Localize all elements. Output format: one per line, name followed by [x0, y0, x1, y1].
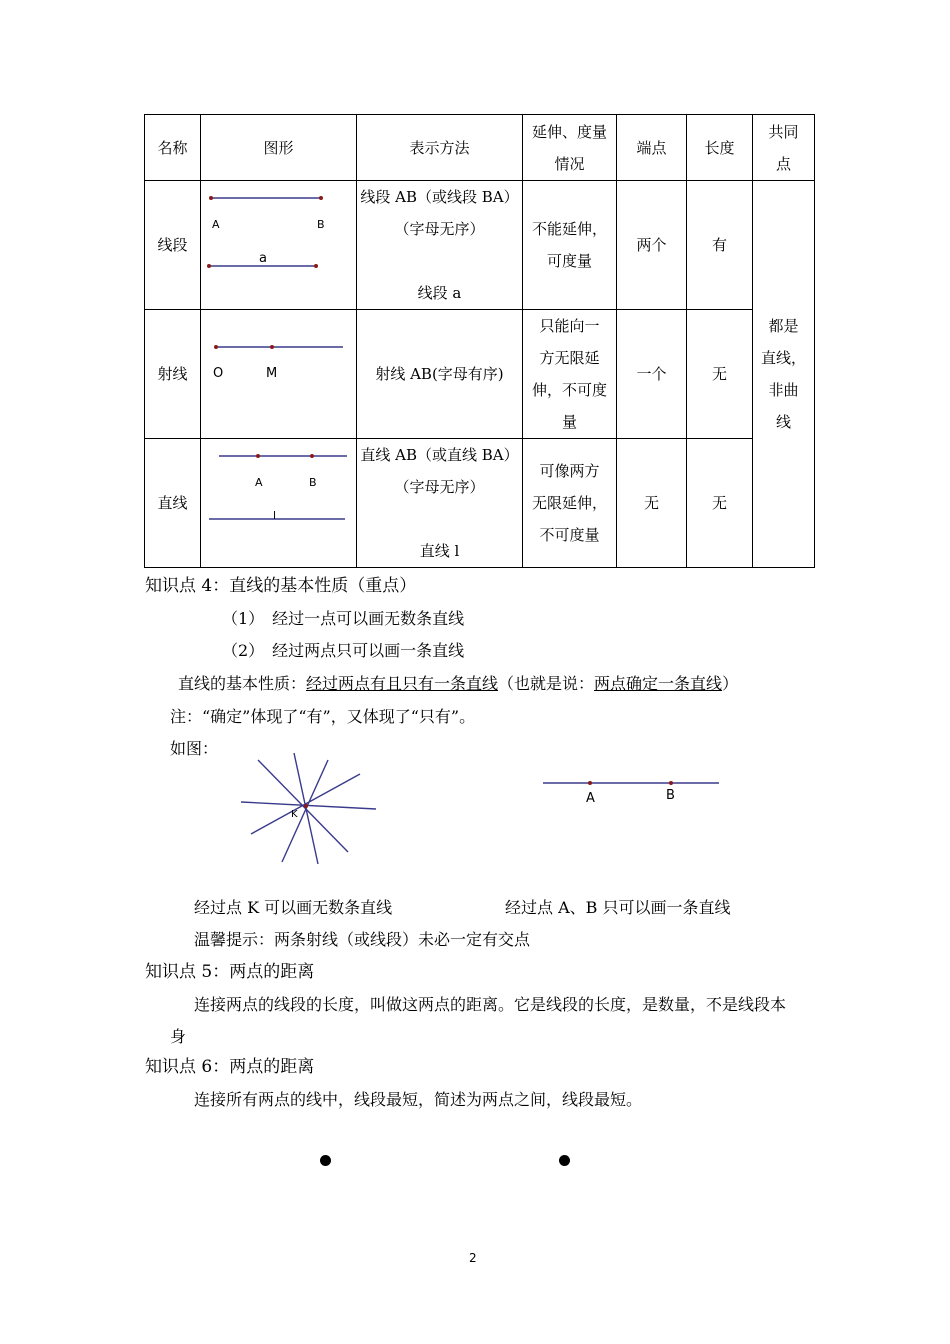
row-endpoints: 一个 — [617, 310, 687, 439]
row-name: 射线 — [145, 310, 201, 439]
label-a: A — [212, 218, 220, 231]
line-point-a-dot — [256, 454, 260, 458]
row-endpoints: 无 — [617, 439, 687, 568]
table-row — [145, 181, 815, 310]
line-through-ab-diagram — [540, 774, 722, 788]
row-length: 无 — [687, 439, 753, 568]
label-point-b: B — [666, 788, 675, 803]
segment-figure — [201, 181, 357, 310]
table-row — [145, 439, 815, 568]
header-endpoints: 端点 — [617, 115, 687, 181]
common-point-cell: 都是 直线， 非曲 线 — [753, 181, 815, 568]
point-b-dot — [669, 781, 673, 785]
label-k: K — [291, 809, 298, 820]
label-segment-a: a — [259, 251, 267, 266]
row-length: 无 — [687, 310, 753, 439]
lines-through-k-diagram — [236, 752, 386, 870]
point-k-dot — [304, 804, 308, 808]
point-m-dot — [270, 345, 274, 349]
point-a-dot — [588, 781, 592, 785]
caption-right: 经过点 A、B 只可以画一条直线 — [505, 898, 731, 917]
kp6-heading: 知识点 6：两点的距离 — [145, 1057, 315, 1077]
row-name: 直线 — [145, 439, 201, 568]
label-line-b: B — [309, 476, 317, 489]
header-figure: 图形 — [201, 115, 357, 181]
ray-figure — [201, 310, 357, 439]
kp4-note: 注：“确定”体现了“有”，又体现了“只有”。 — [170, 707, 476, 726]
point-o-dot — [214, 345, 218, 349]
line-point-b-dot — [310, 454, 314, 458]
header-common: 共同 点 — [753, 115, 815, 181]
label-m: M — [266, 366, 278, 381]
row-extend: 只能向一 方无限延 伸，不可度 量 — [523, 310, 617, 439]
caption-left: 经过点 K 可以画无数条直线 — [194, 898, 393, 917]
point-left-dot — [320, 1155, 331, 1166]
point-a-dot — [209, 196, 213, 200]
kp5-body-line1: 连接两点的线段的长度，叫做这两点的距离。它是线段的长度，是数量，不是线段本 — [194, 995, 787, 1014]
kp4-item-2: （2） 经过两点只可以画一条直线 — [222, 641, 465, 660]
kp5-body-line2: 身 — [170, 1027, 187, 1046]
kp4-heading: 知识点 4：直线的基本性质（重点） — [145, 576, 417, 596]
kp4-item-1: （1） 经过一点可以画无数条直线 — [222, 609, 465, 628]
row-extend: 可像两方 无限延伸， 不可度量 — [523, 439, 617, 568]
kp4-figure-label: 如图： — [170, 739, 219, 758]
comparison-table — [144, 114, 815, 568]
row-length: 有 — [687, 181, 753, 310]
table-row — [145, 310, 815, 439]
row-name: 线段 — [145, 181, 201, 310]
kp4-property: 直线的基本性质：经过两点有且只有一条直线（也就是说：两点确定一条直线） — [178, 674, 739, 693]
row-extend: 不能延伸， 可度量 — [523, 181, 617, 310]
label-o: O — [213, 366, 224, 381]
kp6-body: 连接所有两点的线中，线段最短，简述为两点之间，线段最短。 — [194, 1090, 643, 1109]
header-name: 名称 — [145, 115, 201, 181]
header-notation: 表示方法 — [357, 115, 523, 181]
row-notation: 射线 AB(字母有序) — [357, 310, 523, 439]
header-length: 长度 — [687, 115, 753, 181]
segment-a-start-dot — [207, 264, 211, 268]
kp5-heading: 知识点 5：两点的距离 — [145, 962, 315, 982]
page-number: 2 — [469, 1251, 477, 1265]
kp4-tip: 温馨提示：两条射线（或线段）未必一定有交点 — [194, 930, 531, 949]
row-notation: 直线 AB（或直线 BA） （字母无序） 直线 l — [357, 439, 523, 568]
row-notation: 线段 AB（或线段 BA） （字母无序） 线段 a — [357, 181, 523, 310]
line-figure — [201, 439, 357, 568]
label-line-l: l — [273, 509, 277, 522]
label-point-a: A — [586, 791, 595, 806]
point-b-dot — [319, 196, 323, 200]
label-b: B — [317, 218, 325, 231]
segment-a-end-dot — [314, 264, 318, 268]
row-endpoints: 两个 — [617, 181, 687, 310]
point-right-dot — [559, 1155, 570, 1166]
table-header-row — [145, 115, 815, 181]
header-extend: 延伸、度量 情况 — [523, 115, 617, 181]
label-line-a: A — [255, 476, 263, 489]
